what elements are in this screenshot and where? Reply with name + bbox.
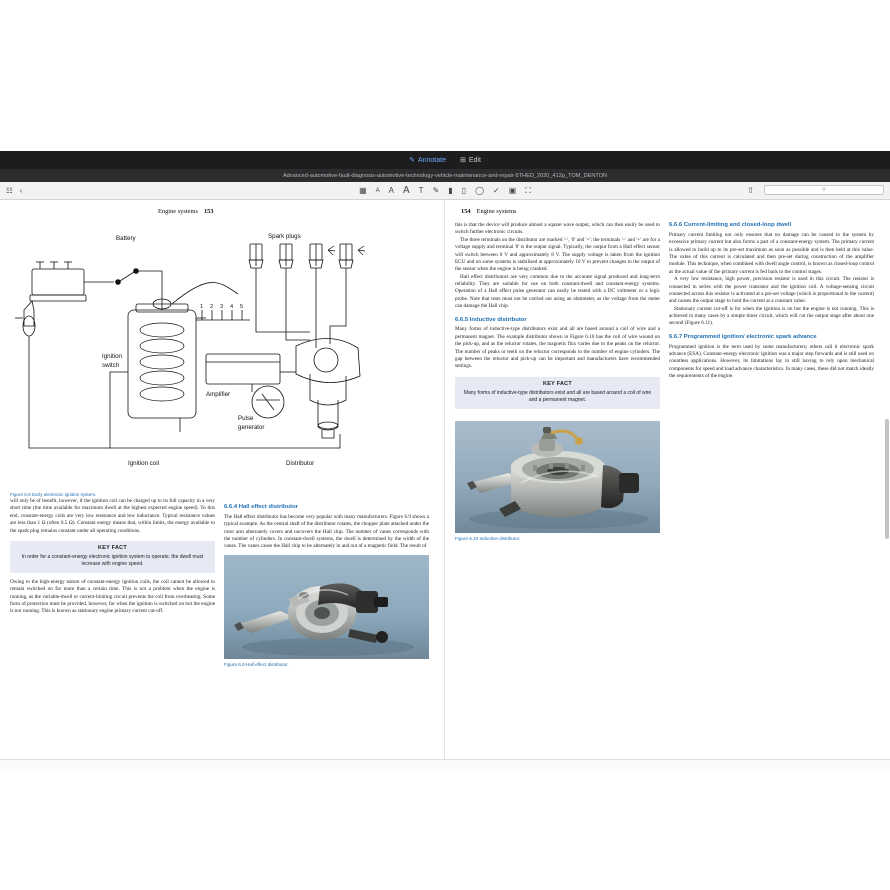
svg-text:3: 3: [220, 304, 224, 310]
figure-6-9-photo: [224, 555, 429, 659]
share-icon[interactable]: ⇧: [747, 186, 754, 195]
text-size-small-icon[interactable]: A: [375, 187, 380, 194]
svg-text:Amplifier: Amplifier: [206, 391, 231, 398]
right-page-column-1: [455, 222, 660, 541]
paragraph: this is that the device will produce almost a square wave output, which can then easily be used to switch further electronic circuits.: [455, 222, 660, 236]
toolbar-left-group: [6, 186, 22, 195]
svg-text:Battery: Battery: [116, 235, 136, 242]
paragraph: The three terminals on the distributor are marked '–', '0' and '+'; the terminals '–' and '+' are for a voltage supply and terminal '0' is the output signal. Typically, the output from a Hall effect sensor will switch between 0 V and approximately 8 V. The supply voltage is taken from the ignition ECU and on some systems is stabilised at approximately 10 V to prevent changes to the output of the sensor when the engine is being cranked.: [455, 236, 660, 273]
key-fact-title: KEY FACT: [98, 544, 127, 551]
svg-text:4: 4: [230, 304, 234, 310]
section-heading-6-6-7: 6.6.7 Programmed ignition/ electronic spark advance: [669, 333, 817, 340]
fullscreen-icon[interactable]: ⛶: [525, 185, 531, 195]
paragraph: Programmed ignition is the term used by some manufacturers; others call it electronic spark advance (ESA). Constant-energy electronic ignition was a major step forwards and is still used on countless applications. However, its limitations lay in still having to rely upon mechanical components for speed and load advance characteristics. In many cases, these did not match ideally the requirements of the engine.: [669, 343, 874, 380]
key-fact-box: [10, 541, 215, 573]
svg-text:Ignition coil: Ignition coil: [128, 460, 159, 467]
paragraph: A very low resistance, high power, precision resistor is used in this circuit. The resistor is connected in series with the power transistor and the ignition coil. A voltage-sensing circuit connected across this resistor is activated at a pre-set voltage (which is proportional to the current) and causes the output stage to hold the current at a constant value.: [669, 276, 874, 305]
running-head-section: Engine systems: [158, 208, 198, 215]
window-titlebar: [0, 151, 890, 169]
paragraph: The Hall effect distributor has become very popular with many manufacturers. Figure 6.9 shows a typical example. As the central shaft of the distributor rotates, the chopper plate attached under the rotor arm alternately covers and uncovers the Hall chip. The number of vanes corresponds with the number of cylinders. In constant-dwell systems, the dwell is determined by the width of the vanes. The vanes cause the Hall chip to be alternately in and out of a magnetic field. The result of: [224, 513, 429, 550]
section-heading-6-6-5: 6.6.5 Inductive distributor: [455, 316, 527, 323]
stamp-icon[interactable]: ▣: [508, 186, 517, 195]
paragraph: will only be of benefit, however, if the ignition coil can be charged up to its full capacity in a very short time (the time available for maximum dwell at the highest expected engine speed). To this end, constant-energy coils are very low resistance and low inductance. Typical resistance values are less than 1 Ω (often 0.5 Ω). Constant energy means that, within limits, the energy available to the spark plug remains constant under all operating conditions.: [10, 498, 215, 534]
svg-text:Ignition: Ignition: [102, 353, 122, 360]
left-page-column-2: [224, 498, 429, 667]
grid-view-icon[interactable]: ▦: [359, 186, 367, 195]
paragraph: Many forms of inductive-type distributors exist and all are based around a coil of wire and a permanent magnet. The example distributor shown in Figure 6.10 has the coil of wire wound on the pick-up, and as the reluctor rotates, the magnetic flux varies due to the peaks on the reluctor. The number of peaks or teeth on the reluctor corresponds to the number of engine cylinders. The gap between the reluctor and pick-up can be important and manufacturers have recommended settings.: [455, 326, 660, 370]
svg-text:generator: generator: [238, 424, 265, 431]
signature-icon[interactable]: ✓: [493, 186, 500, 195]
tab-edit[interactable]: [460, 157, 481, 164]
svg-text:1: 1: [200, 304, 204, 310]
scrollbar-thumb[interactable]: [885, 419, 889, 539]
running-head-section: Engine systems: [476, 208, 517, 215]
figure-6-8-caption: Figure 6.8 Early electronic ignition system.: [10, 492, 97, 497]
figure-6-10-photo: [455, 421, 660, 533]
toolbar-center-group: [359, 185, 531, 196]
running-head-left: [10, 208, 434, 217]
chevron-left-icon[interactable]: ‹: [19, 186, 23, 195]
key-fact-box: [455, 377, 660, 409]
section-heading-6-6-6: 6.6.6 Current-limiting and closed-loop dwell: [669, 222, 792, 228]
tab-edit-label: Edit: [468, 156, 481, 164]
eraser-icon[interactable]: ▯: [461, 186, 467, 195]
key-fact-title: KEY FACT: [543, 380, 572, 387]
document-name-bar: [0, 169, 890, 182]
text-edit-icon: ⊞: [459, 156, 466, 164]
text-size-large-icon[interactable]: A: [403, 185, 410, 196]
paragraph: Primary current limiting not only ensures that no damage can be caused to the system by excessive primary current but also forms a part of a constant-energy system. The primary current is allowed to build up to its pre-set maximum as soon as possible and is then held at this value. The value of this current is calculated and then pre-set during construction of the amplifier module. This technique, when combined with dwell angle control, is known as closed-loop control as the actual value of the primary current is fed back to the control stages.: [669, 231, 874, 275]
key-fact-text: In order for a constant-energy electronic ignition system to operate, the dwell must increase with engine speed.: [21, 553, 204, 567]
pdf-reader-window: [0, 151, 890, 759]
figure-6-10: [455, 421, 660, 541]
figure-6-9: [224, 555, 429, 667]
text-cursor-icon[interactable]: T: [418, 186, 424, 195]
toolbar-right-group: [747, 186, 754, 195]
page-154: [445, 200, 890, 759]
svg-text:switch: switch: [102, 362, 120, 369]
figure-6-8: [10, 222, 435, 497]
running-head-right: [455, 208, 880, 217]
tab-annotate-label: Annotate: [417, 156, 446, 164]
running-head-page-number: 153: [203, 208, 214, 215]
svg-text:Distributor: Distributor: [286, 460, 315, 467]
paragraph: Owing to the high-energy nature of constant-energy ignition coils, the coil cannot be allowed to remain switched on for more than a certain time. This is not a problem when the engine is running, as the variable-dwell or current-limiting circuit prevents the coil from overheating. Some form of protection must be provided, however, for when the ignition is switched on but the engine is not running. This is known as stationary engine primary current cut-off.: [10, 578, 215, 615]
svg-text:5: 5: [240, 304, 244, 310]
pencil-icon: ✎: [409, 156, 415, 164]
status-bar: [0, 759, 890, 771]
search-input[interactable]: [764, 185, 884, 195]
left-page-column-1: [10, 498, 215, 667]
figure-6-9-caption: Figure 6.9 Hall effect distributor.: [224, 661, 289, 667]
document-title: Advanced-automotive-fault-diagnosis-automotive-technology-vehicle-maintenance-and-repair-5THED_2020_412p_TOM_DENTON: [282, 172, 608, 179]
text-size-medium-icon[interactable]: A: [388, 186, 394, 195]
sidebar-icon[interactable]: ☷: [6, 186, 13, 195]
shape-icon[interactable]: ◯: [475, 186, 485, 195]
page-153: [0, 200, 445, 759]
page-viewport[interactable]: [0, 200, 890, 759]
key-fact-text: Many forms of inductive-type distributors exist and all are based around a coil of wire and a permanent magnet.: [463, 389, 652, 403]
paragraph: Hall effect distributors are very common due to the accurate signal produced and long-term reliability. They are suitable for use on both constant-dwell and constant-energy systems. Operation of a Hall effect pulse generator can easily be tested with a DC voltmeter or a logic probe. Note that tests must not be carried out using an ohmmeter, as the voltage from the meter can damage the Hall chip.: [455, 273, 660, 310]
figure-6-10-caption: Figure 6.10 Inductive distributor.: [455, 535, 521, 541]
tab-annotate[interactable]: [409, 157, 446, 164]
svg-text:Spark plugs: Spark plugs: [268, 233, 301, 240]
running-head-page-number: 154: [461, 208, 471, 215]
svg-text:Pulse: Pulse: [238, 415, 254, 422]
highlighter-icon[interactable]: ▮: [448, 186, 453, 195]
right-page-column-2: [669, 222, 874, 541]
section-heading-6-6-4: 6.6.4 Hall effect distributor: [224, 504, 298, 510]
figure-6-8-drawing: [10, 222, 435, 484]
search-icon: ⚲: [822, 187, 826, 193]
paragraph: Stationary current cut-off is for when the ignition is on but the engine is not running. This is achieved in many cases by a simple timer circuit, which will cut the output stage after about one second (Figure 6.11).: [669, 305, 874, 327]
svg-text:2: 2: [210, 304, 214, 310]
annotation-toolbar: [0, 182, 890, 200]
vertical-scrollbar[interactable]: [885, 249, 889, 754]
pen-icon[interactable]: ✎: [432, 186, 440, 195]
